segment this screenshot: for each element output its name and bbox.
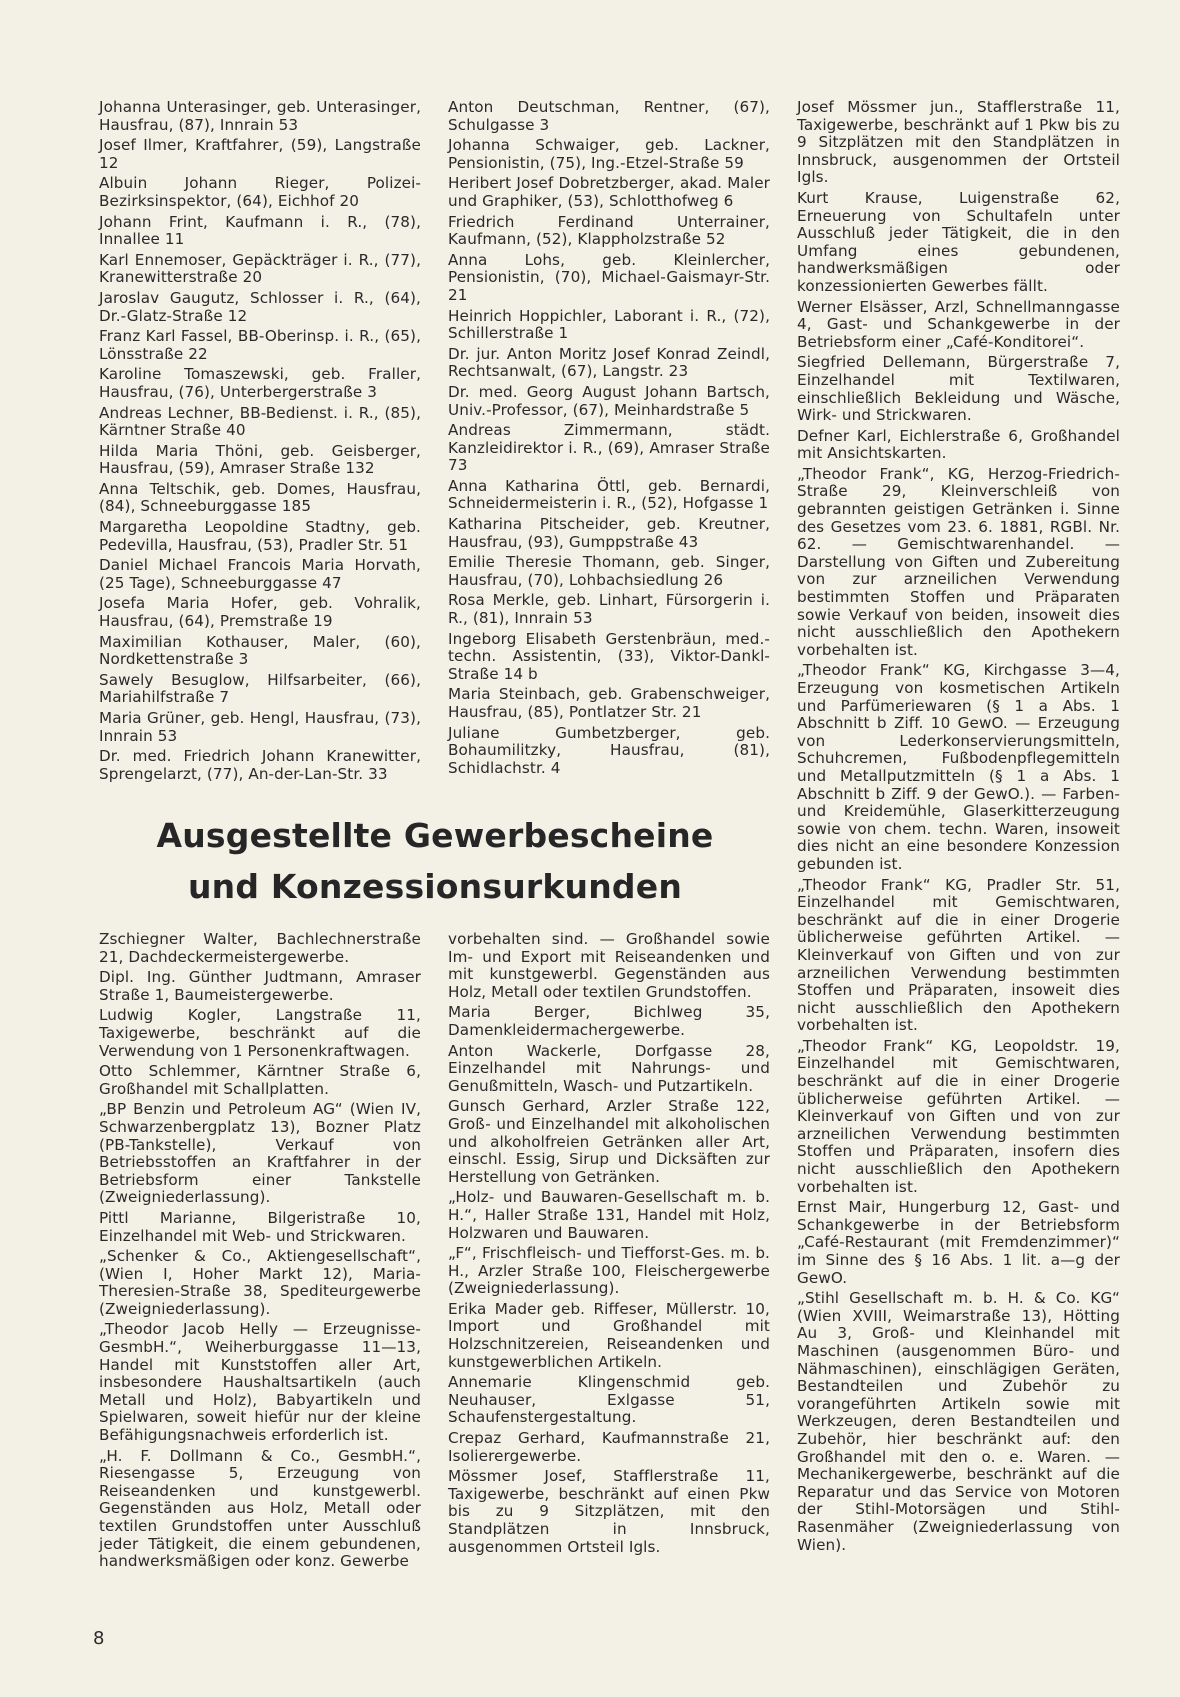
death-entry: Ingeborg Elisabeth Gerstenbräun, med.-techn. Assistentin, (33), Viktor-Dankl-Straße 14 b [448,629,770,683]
death-entry: Rosa Merkle, geb. Linhart, Fürsorgerin i. R., (81), Innrain 53 [448,591,770,628]
section-heading-line2: und Konzessionsurkunden [187,867,683,906]
license-entry: Gunsch Gerhard, Arzler Straße 122, Groß- und Einzelhandel mit alkoholischen und alkoholfreien Getränken aller Art, einschl. Essig, Sirup und Dicksäften zur Herstellung von Getränken. [448,1097,770,1186]
death-entry: Josefa Maria Hofer, geb. Vohralik, Hausfrau, (64), Premstraße 19 [99,594,421,631]
license-entry: „Schenker & Co., Aktiengesellschaft“, (Wien I, Hoher Markt 12), Maria-Theresien-Straße 38, Speditеurgewerbe (Zweigniederlassung). [99,1247,421,1318]
death-entry: Dr. jur. Anton Moritz Josef Konrad Zeindl, Rechtsanwalt, (67), Langstr. 23 [448,344,770,381]
death-entry: Karl Ennemoser, Gepäckträger i. R., (77), Kranewitterstraße 20 [99,250,421,287]
license-entry: Anton Wackerle, Dorfgasse 28, Einzelhandel mit Nahrungs- und Genußmitteln, Wasch- und Putzartikeln. [448,1041,770,1095]
license-entry: „Holz- und Bauwaren-Gesellschaft m. b. H.“, Haller Straße 131, Handel mit Holz, Holzwaren und Bauwaren. [448,1188,770,1242]
licenses-column-left [99,931,421,1574]
death-entry: Johanna Schwaiger, geb. Lackner, Pensionistin, (75), Ing.-Etzel-Straße 59 [448,136,770,172]
license-entry: „Theodor Frank“ KG, Leopoldstr. 19, Einzelhandel mit Gemischtwaren, beschränkt auf die in einer Drogerie üblicherweise geführten Artikel. — Kleinverkauf von Giften und von zur arzneilichen Verwendung bestimmten Stoffen und Präparaten, insofern dies nicht ausschließlich den Apothekern vorbehalten ist. [797,1036,1120,1196]
license-entry: „Theodor Frank“ KG, Kirchgasse 3—4, Erzeugung von kosmetischen Artikeln und Parfümeriewaren (§ 1 a Abs. 1 Abschnitt b Ziff. 10 GewO. — Erzeugung von Lederkonservierungsmitteln, Schuhcremen, Fußbodenpflegemitteln und Metallputzmitteln (§ 1 a Abs. 1 Abschnitt b Ziff. 9 der GewO.). — Farben- und Kreidemühle, Glaserkitterzeugung sowie von chem. techn. Waren, insoweit dies nicht an eine besondere Konzession gebunden ist. [797,661,1120,873]
death-entry: Karoline Tomaszewski, geb. Fraller, Hausfrau, (76), Unterbergerstraße 3 [99,365,421,401]
death-entry: Johann Frint, Kaufmann i. R., (78), Innallee 11 [99,212,421,249]
death-entry: Katharina Pitscheider, geb. Kreutner, Hausfrau, (93), Gumppstraße 43 [448,515,770,551]
death-entry: Anna Lohs, geb. Kleinlercher, Pensionistin, (70), Michael-Gaismayr-Str. 21 [448,250,770,304]
death-entry: Dr. med. Friedrich Johann Kranewitter, Sprengelarzt, (77), An-der-Lan-Str. 33 [99,747,421,783]
death-entry: Maximilian Kothauser, Maler, (60), Nordkettenstraße 3 [99,632,421,669]
license-entry: Zschiegner Walter, Bachlechnerstraße 21, Dachdeckermeistergewerbe. [99,930,421,966]
license-entry: Mössmer Josef, Stafflerstraße 11, Taxigewerbe, beschränkt auf einen Pkw bis zu 9 Sitzplätzen, mit den Standplätzen in Innsbruck, ausgenommen Ortsteil Igls. [448,1467,770,1556]
license-entry: vorbehalten sind. — Großhandel sowie Im- und Export mit Reiseandenken und mit kunstgewerbl. Gegenständen aus Holz, Metall oder textilen Grundstoffen. [448,930,770,1001]
license-entry: Annemarie Klingenschmid geb. Neuhauser, Exlgasse 51, Schaufenstergestaltung. [448,1373,770,1427]
death-entry: Daniel Michael Francois Maria Horvath, (25 Tage), Schneeburggasse 47 [99,556,421,592]
death-entry: Josef Ilmer, Kraftfahrer, (59), Langstraße 12 [99,136,421,172]
license-entry: Werner Elsässer, Arzl, Schnellmanngasse 4, Gast- und Schankgewerbe in der Betriebsform einer „Café-Konditorei“. [797,297,1120,351]
license-entry: „BP Benzin und Petroleum AG“ (Wien IV, Schwarzenbergplatz 13), Bozner Platz (PB-Tankstelle), Verkauf von Betriebsstoffen an Kraftfahrer in der Betriebsform einer Tankstelle (Zweigniederlassung). [99,1100,421,1207]
death-entry: Emilie Theresie Thomann, geb. Singer, Hausfrau, (70), Lohbachsiedlung 26 [448,553,770,589]
license-entry: Erika Mader geb. Riffeser, Müllerstr. 10, Import und Großhandel mit Holzschnitzereien, Reiseandenken und kunstgewerblichen Artikeln. [448,1299,770,1371]
death-entry: Hilda Maria Thöni, geb. Geisberger, Hausfrau, (59), Amraser Straße 132 [99,441,421,478]
license-entry: „H. F. Dollmann & Co., GesmbH.“, Riesengasse 5, Erzeugung von Reiseandenken und kunstgewerbl. Gegenständen aus Holz, Metall oder textilen Grundstoffen unter Ausschluß jeder Tätigkeit, die einem gebundenen, handwerksmäßigen oder konz. Gewerbe [99,1446,421,1571]
death-entry: Maria Grüner, geb. Hengl, Hausfrau, (73), Innrain 53 [99,709,421,745]
death-entry: Margaretha Leopoldine Stadtny, geb. Pedevilla, Hausfrau, (53), Pradler Str. 51 [99,518,421,554]
death-entry: Juliane Gumbetzberger, geb. Bohaumilitzky, Hausfrau, (81), Schidlachstr. 4 [448,723,770,777]
death-entry: Heribert Josef Dobretzberger, akad. Maler und Graphiker, (53), Schlotthofweg 6 [448,174,770,210]
license-entry: Siegfried Dellemann, Bürgerstraße 7, Einzelhandel mit Textilwaren, einschließlich Bekleidung und Wäsche, Wirk- und Strickwaren. [797,353,1120,425]
license-entry: „Theodor Frank“, KG, Herzog-Friedrich-Straße 29, Kleinverschleiß von gebrannten geistigen Getränken i. Sinne des Gesetzes vom 23. 6. 1881, RGBl. Nr. 62. — Gemischtwarenhandel. — Darstellung von Giften und Zubereitung von zur arzneilichen Verwendung bestimmten Stoffen und Präparaten sowie Verkauf von beiden, insoweit dies nicht ausschließlich den Apothekern vorbehalten ist. [797,464,1120,659]
license-entry: Kurt Krause, Luigenstraße 62, Erneuerung von Schultafeln unter Ausschluß jeder Tätigkeit, die in den Umfang eines gebundenen, handwerksmäßigen oder konzessionierten Gewerbes fällt. [797,188,1120,295]
death-entry: Sawely Besuglow, Hilfsarbeiter, (66), Mariahilfstraße 7 [99,670,421,707]
license-entry: Ernst Mair, Hungerburg 12, Gast- und Schankgewerbe in der Betriebsform „Café-Restaurant (mit Fremdenzimmer)“ im Sinne des § 16 Abs. 1 lit. a—g der GewO. [797,1198,1120,1287]
death-entry: Maria Steinbach, geb. Grabenschweiger, Hausfrau, (85), Pontlatzer Str. 21 [448,685,770,721]
license-entry: Josef Mössmer jun., Stafflerstraße 11, Taxigewerbe, beschränkt auf 1 Pkw bis zu 9 Sitzplätzen mit den Standplätzen in Innsbruck, ausgenommen der Ortsteil Igls. [797,98,1120,187]
deaths-column-left [99,99,421,786]
death-entry: Andreas Lechner, BB-Bedienst. i. R., (85), Kärntner Straße 40 [99,403,421,440]
death-entry: Johanna Unterasinger, geb. Unterasinger, Hausfrau, (87), Innrain 53 [99,98,421,134]
license-entry: Crepaz Gerhard, Kaufmannstraße 21, Isolierergewerbe. [448,1429,770,1465]
death-entry: Anton Deutschman, Rentner, (67), Schulgasse 3 [448,98,770,134]
death-entry: Dr. med. Georg August Johann Bartsch, Univ.-Professor, (67), Meinhardstraße 5 [448,382,770,419]
license-entry: Defner Karl, Eichlerstraße 6, Großhandel mit Ansichtskarten. [797,426,1120,463]
license-entry: Maria Berger, Bichlweg 35, Damenkleidermachergewerbe. [448,1003,770,1039]
death-entry: Albuin Johann Rieger, Polizei-Bezirksinspektor, (64), Eichhof 20 [99,174,421,210]
licenses-column-right [797,99,1120,1557]
license-entry: Otto Schlemmer, Kärntner Straße 6, Großhandel mit Schallplatten. [99,1062,421,1098]
license-entry: „Theodor Frank“ KG, Pradler Str. 51, Einzelhandel mit Gemischtwaren, beschränkt auf die in einer Drogerie üblicherweise geführten Artikel. — Kleinverkauf von Giften und von zur arzneilichen Verwendung bestimmten Stoffen und Präparaten, insoweit dies nicht ausschließlich den Apothekern vorbehalten ist. [797,875,1120,1035]
license-entry: „Theodor Jacob Helly — Erzeugnisse-GesmbH.“, Weiherburggasse 11—13, Handel mit Kunststoffen aller Art, insbesondere Haushaltsartikeln (auch Metall und Holz), Babyartikeln und Spielwaren, soweit hiefür nur der kleine Befähigungsnachweis erforderlich ist. [99,1320,421,1445]
section-heading-line1: Ausgestellte Gewerbescheine [156,816,714,855]
death-entry: Friedrich Ferdinand Unterrainer, Kaufmann, (52), Klappholzstraße 52 [448,212,770,249]
license-entry: Pittl Marianne, Bilgeristraße 10, Einzelhandel mit Web- und Strickwaren. [99,1208,421,1245]
page-number: 8 [93,1628,105,1649]
section-heading [99,810,771,912]
death-entry: Anna Katharina Öttl, geb. Bernardi, Schneidermeisterin i. R., (52), Hofgasse 1 [448,476,770,513]
death-entry: Franz Karl Fassel, BB-Oberinsp. i. R., (65), Lönsstraße 22 [99,327,421,363]
death-entry: Jaroslav Gaugutz, Schlosser i. R., (64), Dr.-Glatz-Straße 12 [99,288,421,325]
license-entry: Ludwig Kogler, Langstraße 11, Taxigewerbe, beschränkt auf die Verwendung von 1 Personenkraftwagen. [99,1006,421,1060]
license-entry: „F“, Frischfleisch- und Tiefforst-Ges. m. b. H., Arzler Straße 100, Fleischergewerbe (Zweigniederlassung). [448,1244,770,1298]
death-entry: Anna Teltschik, geb. Domes, Hausfrau, (84), Schneeburggasse 185 [99,479,421,516]
death-entry: Andreas Zimmermann, städt. Kanzleidirektor i. R., (69), Amraser Straße 73 [448,421,770,475]
death-entry: Heinrich Hoppichler, Laborant i. R., (72), Schillerstraße 1 [448,306,770,343]
licenses-column-middle [448,931,770,1559]
license-entry: „Stihl Gesellschaft m. b. H. & Co. KG“ (Wien XVIII, Weimarstraße 13), Hötting Au 3, Groß- und Kleinhandel mit Maschinen (ausgenommen Büro- und Nähmaschinen), einschlägigen Geräten, Bestandteilen und Zubehör zu vorangeführten Artikeln sowie mit Werkzeugen, deren Bestandteilen und Zubehör, hier beschränkt auf: den Großhandel mit den o. e. Waren. — Mechanikergewerbe, beschränkt auf die Reparatur und das Service von Motoren der Stihl-Motorsägen und Stihl-Rasenmäher (Zweigniederlassung von Wien). [797,1289,1120,1554]
license-entry: Dipl. Ing. Günther Judtmann, Amraser Straße 1, Baumeistergewerbe. [99,968,421,1004]
deaths-column-middle [448,99,770,780]
